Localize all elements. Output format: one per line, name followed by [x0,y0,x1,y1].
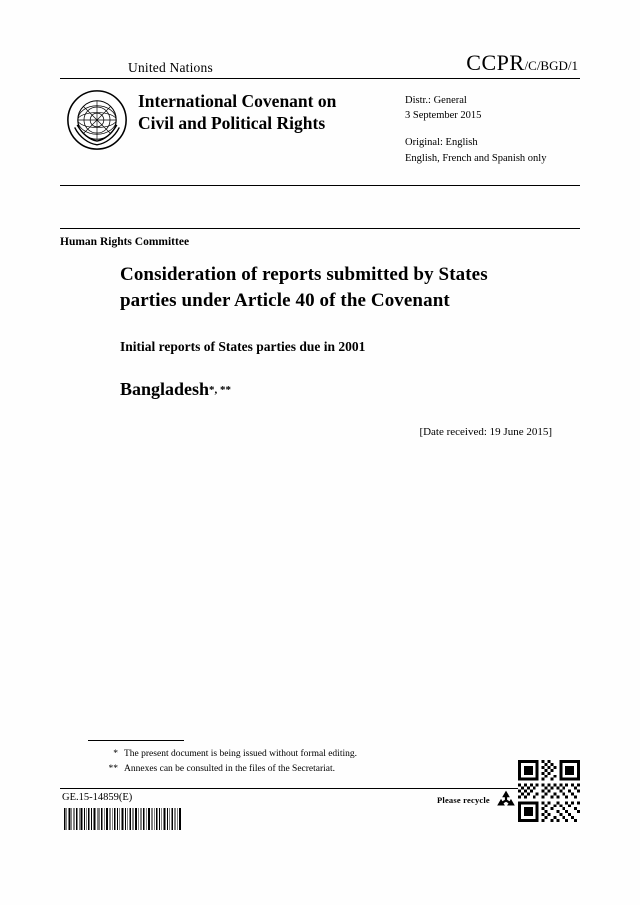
footnote-text: Annexes can be consulted in the files of the Secretariat. [124,764,336,775]
qr-code-icon [518,760,580,822]
distribution-block [405,87,580,179]
country-footnote-marks: *, ** [209,384,232,397]
date-received: [Date received: 19 June 2015] [419,426,552,439]
covenant-title-block [138,87,405,179]
un-emblem-icon [66,89,128,151]
available-languages: English, French and Spanish only [405,152,547,164]
main-content [120,262,580,438]
footnote-text: The present document is being issued without formal editing. [124,749,357,759]
country-heading [120,379,580,400]
document-symbol-main: CCPR [466,50,525,75]
document-date: 3 September 2015 [405,110,482,122]
recycle-label: Please recycle [437,795,490,805]
committee-name: Human Rights Committee [60,236,190,248]
document-symbol-suffix: /C/BGD/1 [524,58,578,73]
document-symbol [466,50,578,76]
header-top-row [60,50,580,78]
organization-name: United Nations [128,60,213,75]
country-name: Bangladesh [120,379,210,400]
footnote-mark: ** [108,764,118,775]
covenant-title-line2: Civil and Political Rights [138,112,326,133]
report-title-line2: parties under Article 40 of the Covenant [120,289,450,311]
report-subtitle: Initial reports of States parties due in 2001 [120,339,366,355]
document-code: GE.15-14859(E) [62,792,133,803]
original-language: Original: English [405,137,478,149]
header-bottom-rule [60,185,580,186]
footnote-separator [88,740,184,741]
footnote-item [100,747,540,762]
header-body [60,79,580,179]
document-header [60,50,580,186]
distribution-label: Distr.: General [405,95,467,106]
footnote-item [100,762,540,777]
footnotes-block [100,747,540,777]
report-title-line1: Consideration of reports submitted by States [120,264,488,285]
recycle-icon [495,789,517,811]
section-rule [60,228,580,229]
covenant-title-line1: International Covenant on [138,91,337,111]
footnote-mark: * [113,749,118,759]
barcode-icon [64,808,182,830]
